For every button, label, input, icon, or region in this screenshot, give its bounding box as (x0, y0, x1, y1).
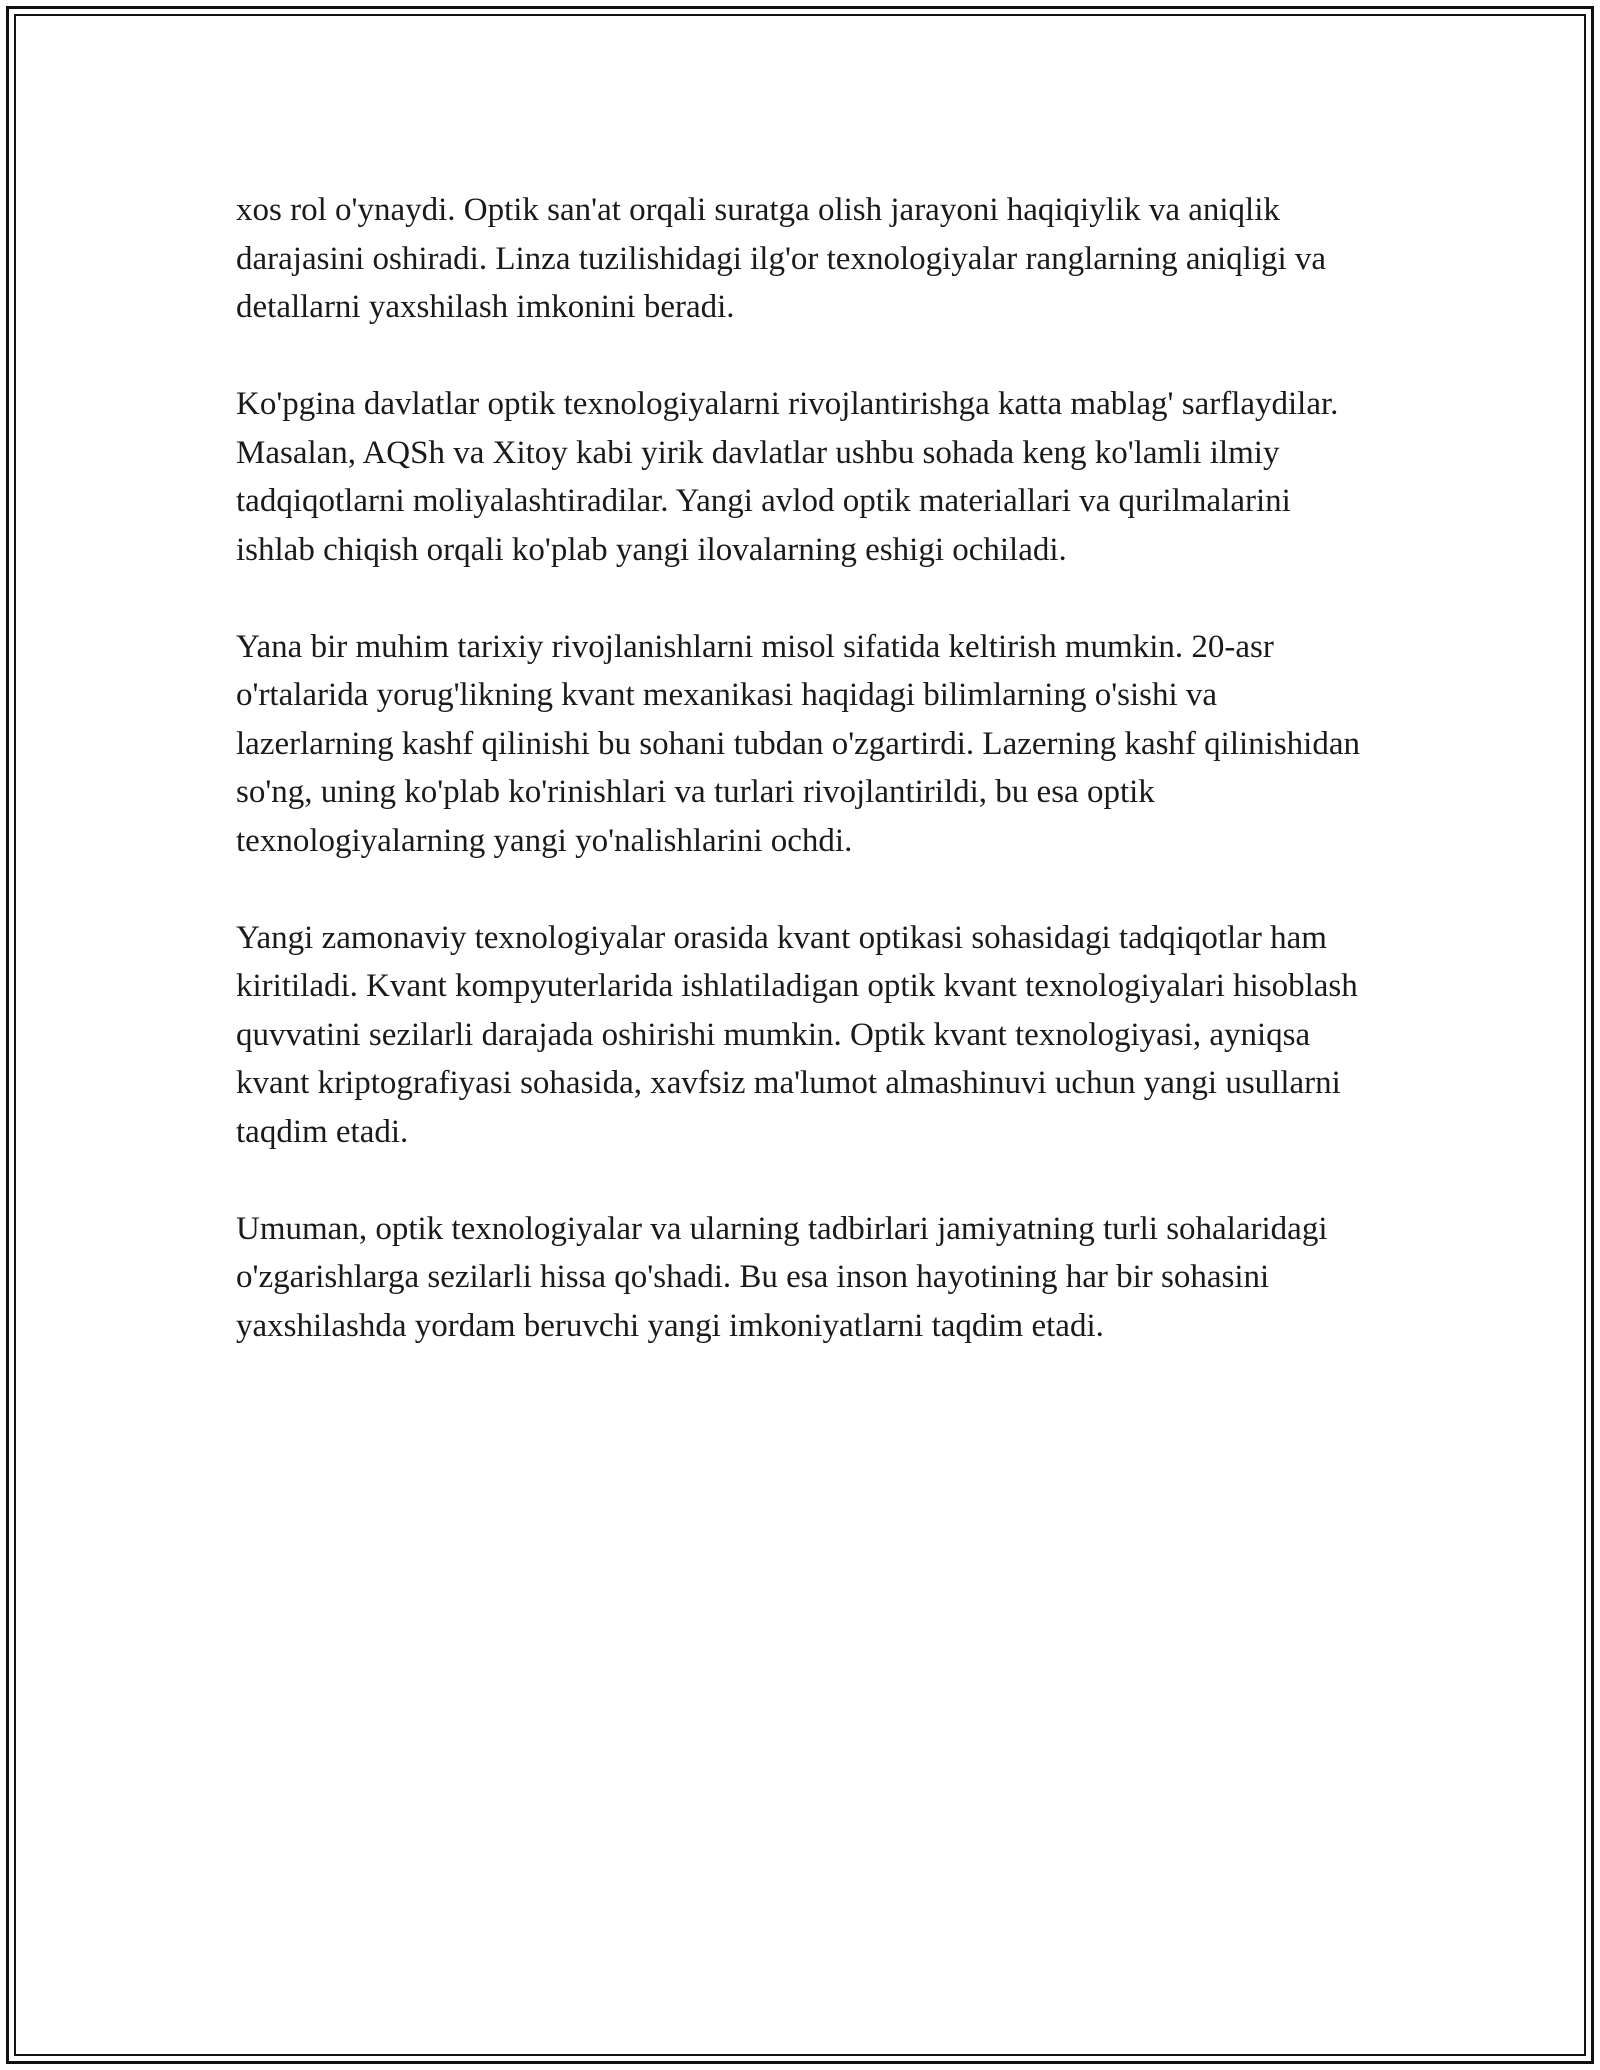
paragraph-5: Umuman, optik texnologiyalar va ularning tadbirlari jamiyatning turli sohalaridagi o'zgarishlarga sezilarli hissa qo'shadi. Bu esa inson hayotining har bir sohasini yaxshilashda yordam beruvchi yangi imkoniyatlarni taqdim etadi. (236, 1210, 1328, 1344)
paragraph-4: Yangi zamonaviy texnologiyalar orasida kvant optikasi sohasidagi tadqiqotlar ham kiritiladi. Kvant kompyuterlarida ishlatiladigan optik kvant texnologiyalari hisoblash quvvatini sezilarli darajada oshirishi mumkin. Optik kvant texnologiyasi, ayniqsa kvant kriptografiyasi sohasida, xavfsiz ma'lumot almashinuvi uchun yangi usullarni taqdim etadi. (236, 919, 1358, 1150)
paragraph-2: Ko'pgina davlatlar optik texnologiyalarni rivojlantirishga katta mablag' sarflaydilar. Masalan, AQSh va Xitoy kabi yirik davlatlar ushbu sohada keng ko'lamli ilmiy tadqiqotlarni moliyalashtiradilar. Yangi avlod optik materiallari va qurilmalarini ishlab chiqish orqali ko'plab yangi ilovalarning eshigi ochiladi. (236, 386, 1339, 568)
document-body (236, 186, 1366, 1350)
paragraph-1: xos rol o'ynaydi. Optik san'at orqali suratga olish jarayoni haqiqiylik va aniqlik darajasini oshiradi. Linza tuzilishidagi ilg'or texnologiyalar ranglarning aniqligi va detallarni yaxshilash imkonini beradi. (236, 192, 1327, 325)
paragraph-3: Yana bir muhim tarixiy rivojlanishlarni misol sifatida keltirish mumkin. 20-asr o'rtalarida yorug'likning kvant mexanikasi haqidagi bilimlarning o'sishi va lazerlarning kashf qilinishi bu sohani tubdan o'zgartirdi. Lazerning kashf qilinishidan so'ng, uning ko'plab ko'rinishlari va turlari rivojlantirildi, bu esa optik texnologiyalarning yangi yo'nalishlarini ochdi. (236, 628, 1360, 859)
